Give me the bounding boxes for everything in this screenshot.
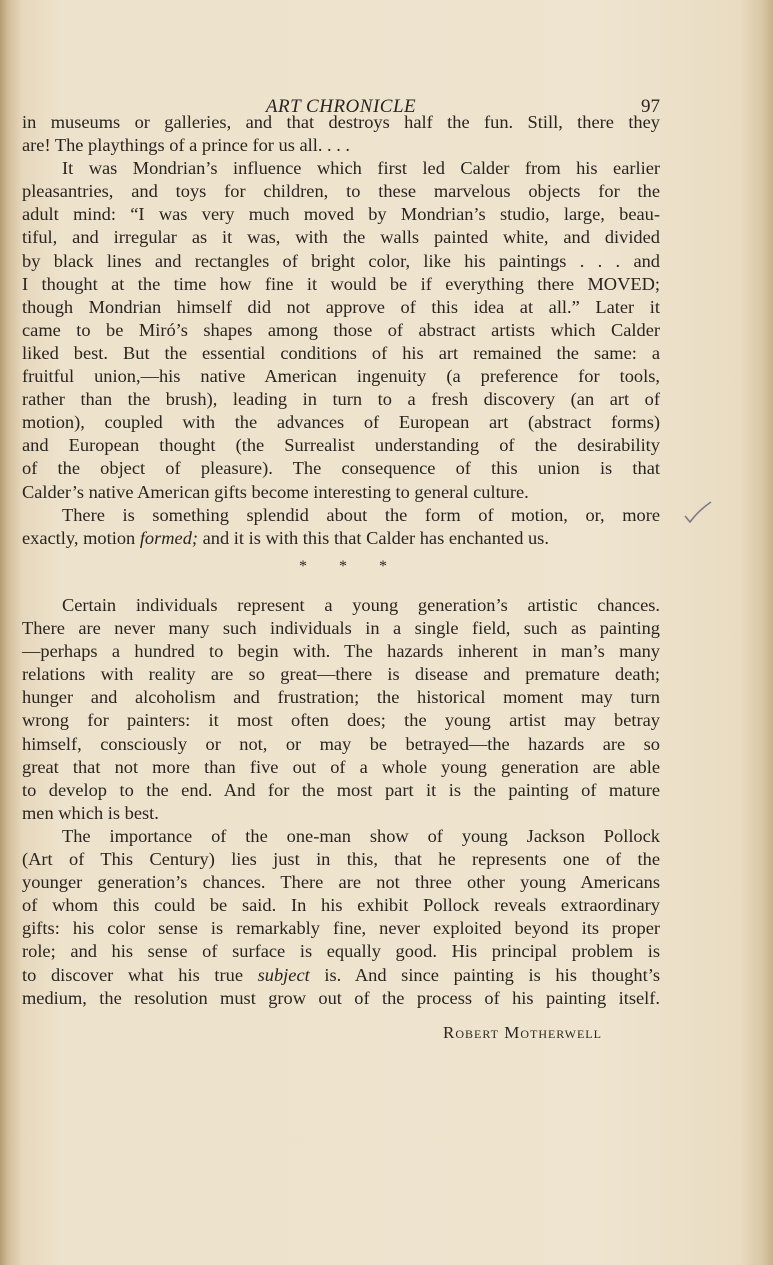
text-line: There are never many such individuals in a single field, such as painting [22,618,660,639]
italic-text: subject [257,964,310,985]
author-signature: Robert Motherwell [443,1023,602,1042]
text-line: are! The playthings of a prince for us all. . . . [22,135,351,156]
text-line: though Mondrian himself did not approve of this idea at all.” Later it [22,296,660,317]
text-line: motion), coupled with the advances of European art (abstract forms) [22,412,660,433]
pencil-checkmark-icon [683,500,713,526]
text-line [22,527,660,550]
text-line: of the object of pleasure). The consequence of this union is that [22,458,660,479]
text-line: relations with reality are so great—there is disease and premature death; [22,664,660,685]
text-line: liked best. But the essential conditions of his art remained the same: a [22,342,660,363]
text-line: wrong for painters: it most often does; the young artist may betray [22,710,660,731]
text-line: The importance of the one-man show of young Jackson Pollock [62,825,660,846]
text-line: tiful, and irregular as it was, with the walls painted white, and divided [22,227,660,248]
text-line: hunger and alcoholism and frustration; the historical moment may turn [22,687,660,708]
text-line: in museums or galleries, and that destroys half the fun. Still, there they [22,112,660,132]
text-line: I thought at the time how fine it would be if everything there MOVED; [22,273,660,294]
text-line: It was Mondrian’s influence which first led Calder from his earlier [62,158,660,179]
line-text: and it is with this that Calder has enchanted us. [198,527,549,548]
text-line: Certain individuals represent a young generation’s artistic chances. [62,595,660,615]
text-line: younger generation’s chances. There are not three other young Americans [22,872,660,893]
text-line: gifts: his color sense is remarkably fine, never exploited beyond its proper [22,918,660,939]
section-pollock [22,594,660,1010]
line-text: exactly, motion [22,527,140,548]
text-line: and European thought (the Surrealist understanding of the desirability [22,435,660,456]
line-text: is. And since painting is his thought’s [309,964,660,985]
text-line: Calder’s native American gifts become interesting to general culture. [22,481,529,502]
text-line: of whom this could be said. In his exhibit Pollock reveals extraordinary [22,895,660,916]
text-line: pleasantries, and toys for children, to these marvelous objects for the [22,181,660,202]
text-line: to develop to the end. And for the most part it is the painting of mature [22,779,660,800]
text-line: There is something splendid about the form of motion, or, more [62,504,660,525]
text-line: himself, consciously or not, or may be betrayed—the hazards are so [22,733,660,754]
text-line: men which is best. [22,802,159,823]
text-line: adult mind: “I was very much moved by Mondrian’s studio, large, beau- [22,204,660,225]
text-line: came to be Miró’s shapes among those of abstract artists which Calder [22,319,660,340]
section-separator: * * * [299,558,401,575]
text-line: role; and his sense of surface is equally good. His principal problem is [22,941,660,962]
text-line [22,964,660,987]
text-line: medium, the resolution must grow out of the process of his painting itself. [22,987,660,1008]
text-line: —perhaps a hundred to begin with. The hazards inherent in man’s many [22,641,660,662]
line-text: to discover what his true [22,964,258,985]
text-line: great that not more than five out of a whole young generation are able [22,756,660,777]
page-number: 97 [641,96,660,117]
text-line: by black lines and rectangles of bright color, like his paintings . . . and [22,250,660,271]
italic-text: formed; [139,527,199,548]
running-title: ART CHRONICLE [265,96,417,117]
text-line: rather than the brush), leading in turn to a fresh discovery (an art of [22,389,660,410]
text-line: (Art of This Century) lies just in this, that he represents one of the [22,849,660,870]
section-calder [22,111,660,550]
text-line: fruitful union,—his native American ingenuity (a preference for tools, [22,366,660,387]
